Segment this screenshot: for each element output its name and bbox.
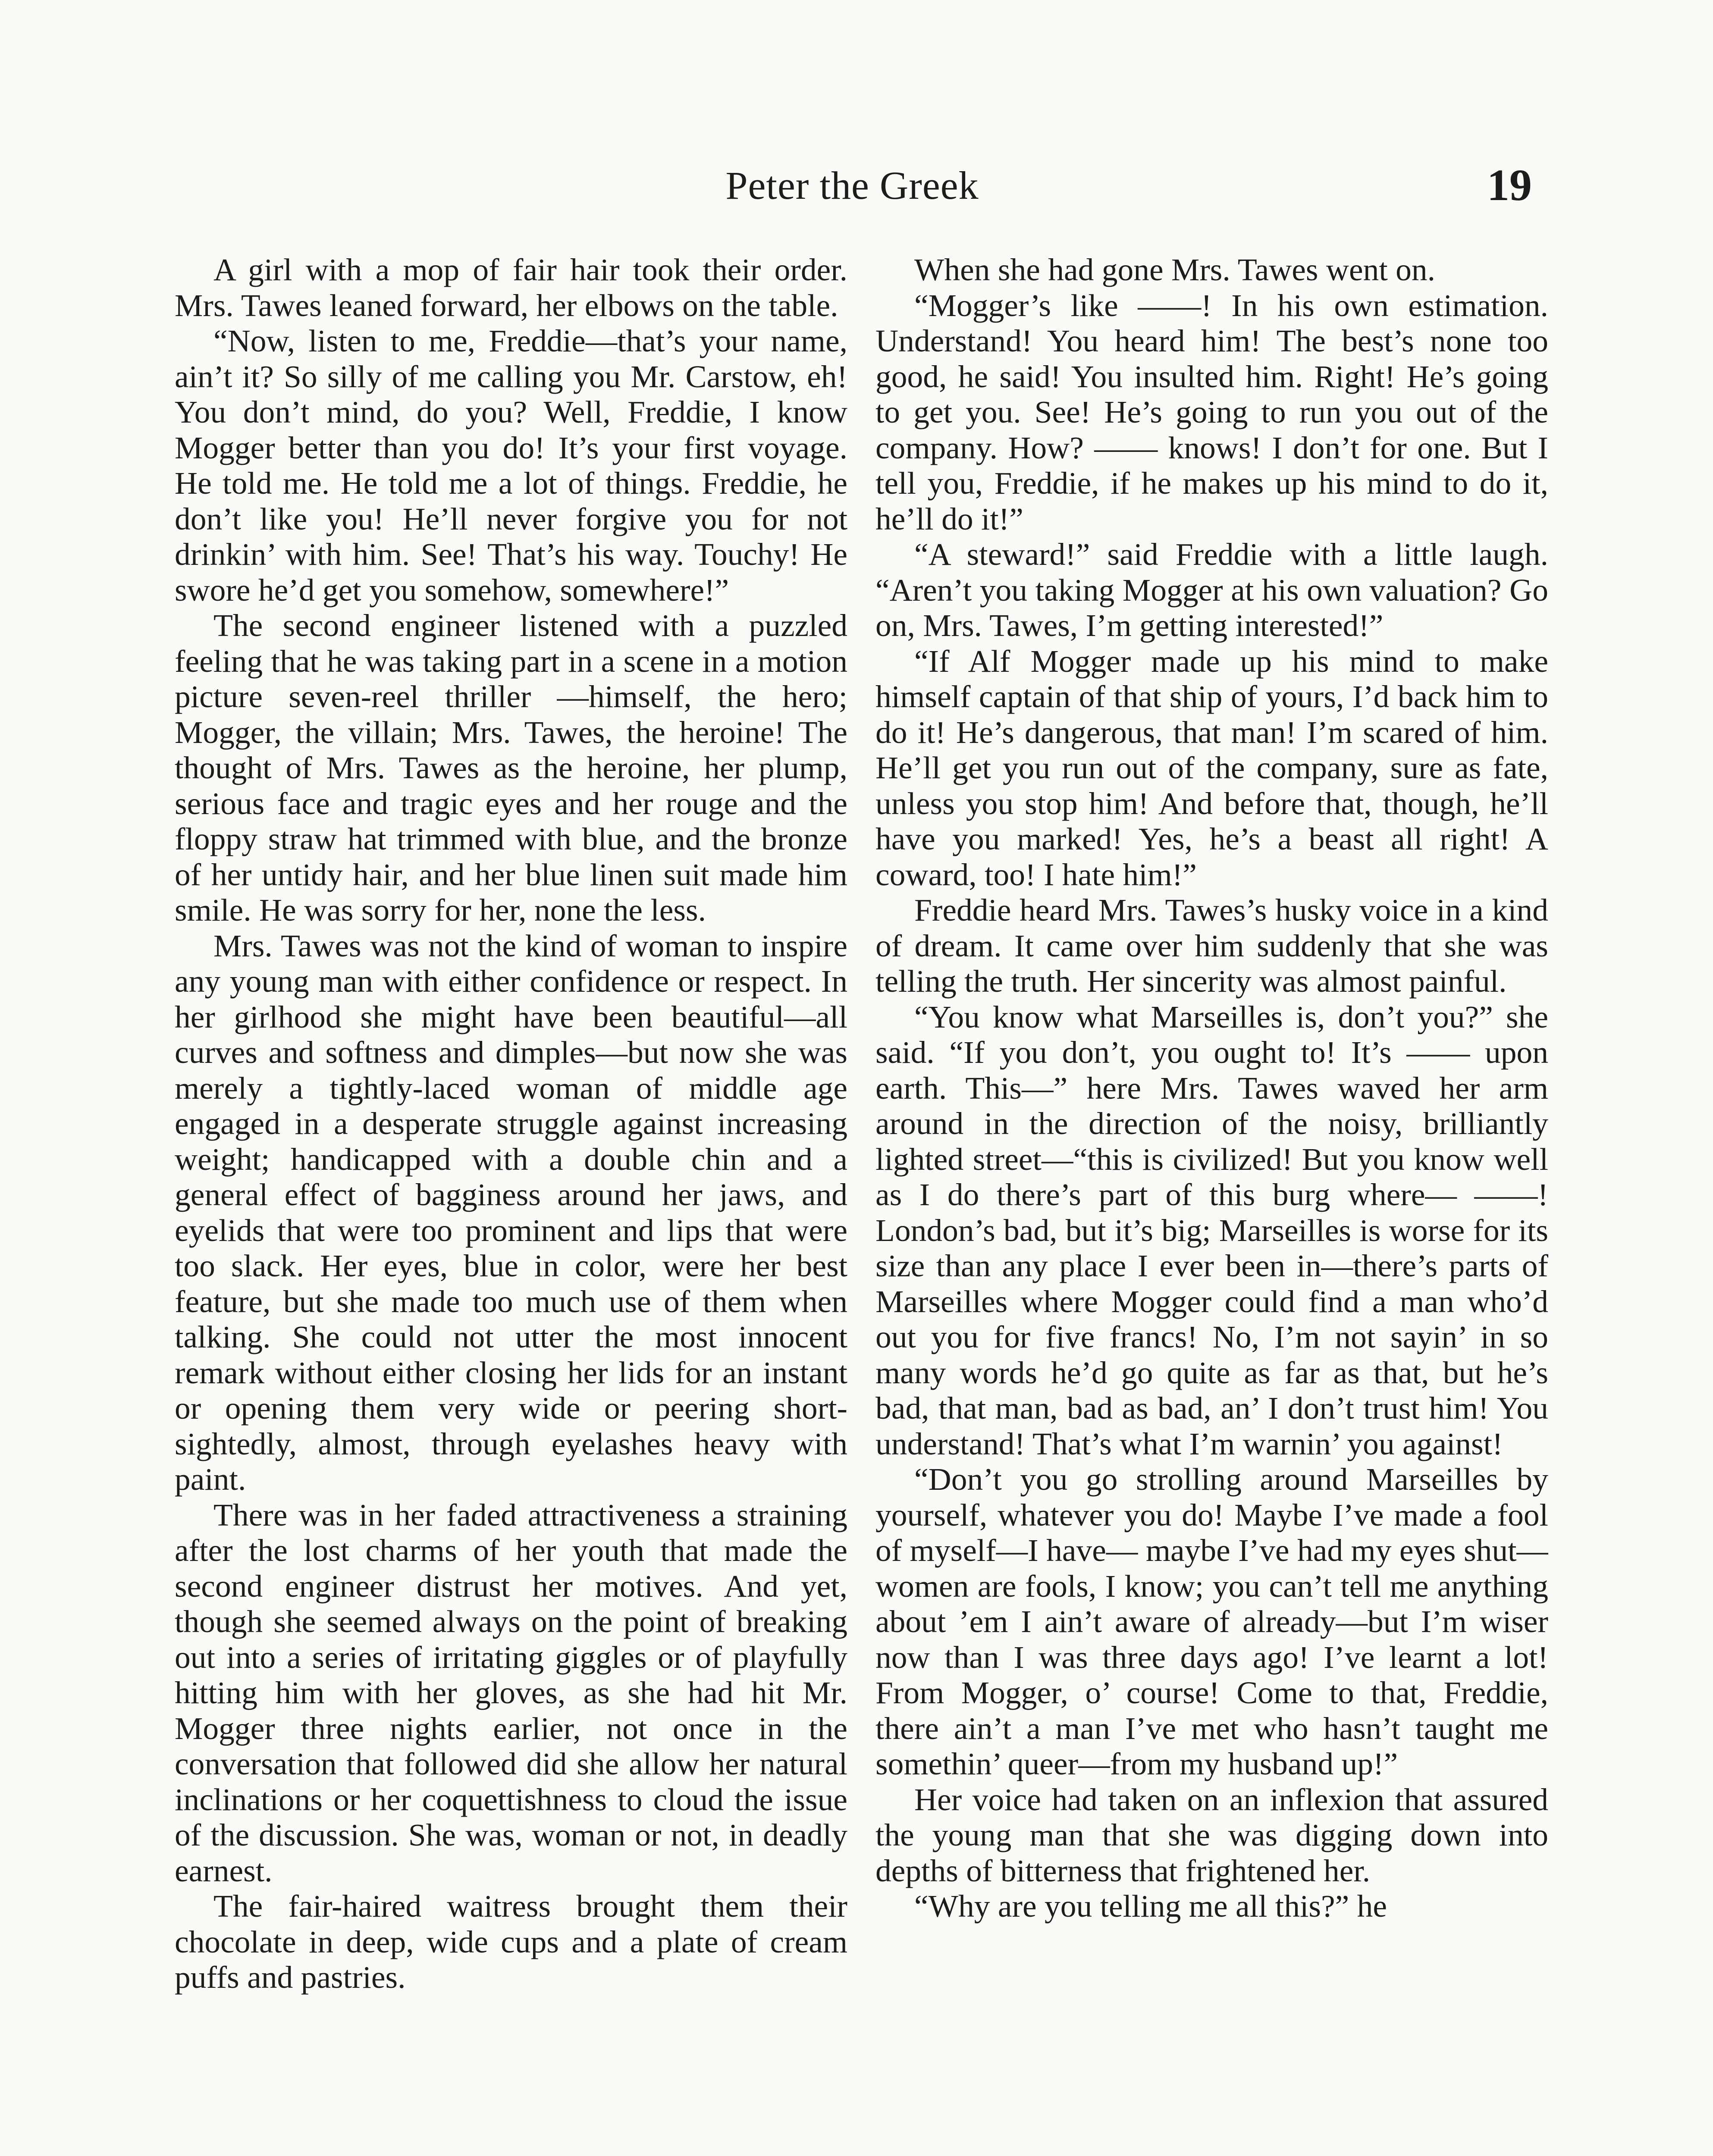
paragraph: “Mogger’s like ——! In his own estimation. Understand! You heard him! The best’s none too good, he said! You insulted him. Right! He’s going to get you. See! He’s going to run you out of the company. How? —— knows! I don’t for one. But I tell you, Freddie, if he makes up his mind to do it, he’ll do it!” bbox=[875, 288, 1548, 536]
paragraph: Mrs. Tawes was not the kind of woman to inspire any young man with either confidence or respect. In her girlhood she might have been beautiful—all curves and softness and dimples—but now she was merely a tightly-laced woman of middle age engaged in a desperate struggle against increasing weight; handicapped with a double chin and a general effect of bagginess around her jaws, and eyelids that were too prominent and lips that were too slack. Her eyes, blue in color, were her best feature, but she made too much use of them when talking. She could not utter the most innocent remark without either closing her lids for an instant or opening them very wide or peering short-sightedly, almost, through eyelashes heavy with paint. bbox=[175, 928, 847, 1497]
paragraph: “Now, listen to me, Freddie—that’s your name, ain’t it? So silly of me calling you Mr. Carstow, eh! You don’t mind, do you? Well, Freddie, I know Mogger better than you do! It’s your first voyage. He told me. He told me a lot of things. Freddie, he don’t like you! He’ll never forgive you for not drinkin’ with him. See! That’s his way. Touchy! He swore he’d get you somehow, somewhere!” bbox=[175, 323, 847, 608]
paragraph: A girl with a mop of fair hair took their order. Mrs. Tawes leaned forward, her elbows on the table. bbox=[175, 252, 847, 323]
paragraph: There was in her faded attractiveness a straining after the lost charms of her youth that made the second engineer distrust her motives. And yet, though she seemed always on the point of breaking out into a series of irritating giggles or of playfully hitting him with her gloves, as she had hit Mr. Mogger three nights earlier, not once in the conversation that followed did she allow her natural inclinations or her coquettishness to cloud the issue of the discussion. She was, woman or not, in deadly earnest. bbox=[175, 1497, 847, 1888]
running-title: Peter the Greek bbox=[725, 163, 979, 207]
paragraph: “You know what Marseilles is, don’t you?” she said. “If you don’t, you ought to! It’s —— upon earth. This—” here Mrs. Tawes waved her arm around in the direction of the noisy, brilliantly lighted street—“this is civilized! But you know well as I do there’s part of this burg where— ——! London’s bad, but it’s big; Marseilles is worse for its size than any place I ever been in—there’s parts of Marseilles where Mogger could find a man who’d out you for five francs! No, I’m not sayin’ in so many words he’d go quite as far as that, but he’s bad, that man, bad as bad, an’ I don’t trust him! You understand! That’s what I’m warnin’ you against! bbox=[875, 999, 1548, 1461]
right-column bbox=[875, 252, 1548, 2156]
page-header bbox=[173, 160, 1532, 216]
paragraph: The fair-haired waitress brought them their chocolate in deep, wide cups and a plate of cream puffs and pastries. bbox=[175, 1889, 847, 1995]
paragraph: “A steward!” said Freddie with a little laugh. “Aren’t you taking Mogger at his own valuation? Go on, Mrs. Tawes, I’m getting interested!” bbox=[875, 537, 1548, 643]
paragraph: “Don’t you go strolling around Marseilles by yourself, whatever you do! Maybe I’ve made a fool of myself—I have— maybe I’ve had my eyes shut—women are fools, I know; you can’t tell me anything about ’em I ain’t aware of already—but I’m wiser now than I was three days ago! I’ve learnt a lot! From Mogger, o’ course! Come to that, Freddie, there ain’t a man I’ve met who hasn’t taught me somethin’ queer—from my husband up!” bbox=[875, 1462, 1548, 1781]
left-column bbox=[175, 252, 847, 2156]
paragraph: When she had gone Mrs. Tawes went on. bbox=[914, 252, 1436, 287]
paragraph: Her voice had taken on an inflexion that assured the young man that she was digging down into depths of bitterness that frightened her. bbox=[875, 1782, 1548, 1888]
page-number: 19 bbox=[1487, 160, 1532, 210]
paragraph: Freddie heard Mrs. Tawes’s husky voice in a kind of dream. It came over him suddenly that she was telling the truth. Her sincerity was almost painful. bbox=[875, 893, 1548, 999]
paragraph: “If Alf Mogger made up his mind to make himself captain of that ship of yours, I’d back him to do it! He’s dangerous, that man! I’m scared of him. He’ll get you run out of the company, sure as fate, unless you stop him! And before that, though, he’ll have you marked! Yes, he’s a beast all right! A coward, too! I hate him!” bbox=[875, 643, 1548, 892]
paragraph: The second engineer listened with a puzzled feeling that he was taking part in a scene in a motion picture seven-reel thriller —himself, the hero; Mogger, the villain; Mrs. Tawes, the heroine! The thought of Mrs. Tawes as the heroine, her plump, serious face and tragic eyes and her rouge and the floppy straw hat trimmed with blue, and the bronze of her untidy hair, and her blue linen suit made him smile. He was sorry for her, none the less. bbox=[175, 608, 847, 928]
paragraph: “Why are you telling me all this?” he bbox=[914, 1889, 1387, 1924]
